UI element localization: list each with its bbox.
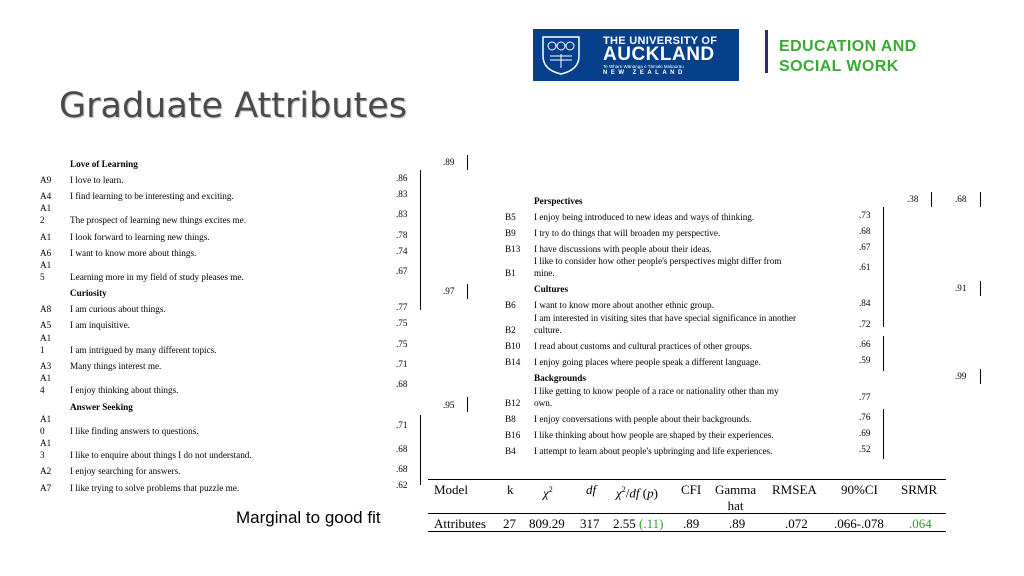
item-code: A6 (40, 248, 52, 258)
item-text: I attempt to learn about people's upbringing and life experiences. (534, 446, 773, 456)
item-loading: .61 (859, 262, 871, 272)
faculty-name-line2: SOCIAL WORK (779, 58, 899, 75)
item-loading: .67 (396, 266, 408, 276)
item-text: I want to know more about another ethnic group. (534, 300, 714, 310)
page-title: Graduate Attributes (59, 86, 407, 126)
row-rmsea: .072 (785, 516, 808, 531)
item-loading: .77 (859, 392, 871, 402)
item-text: I look forward to learning new things. (70, 232, 210, 242)
item-code: A8 (40, 304, 52, 314)
column-divider (883, 336, 884, 371)
item-loading: .66 (859, 339, 871, 349)
row-chi-square: 809.29 (529, 516, 565, 531)
item-code: B9 (505, 228, 516, 238)
fit-summary-label: Marginal to good fit (236, 508, 381, 527)
item-text: own. (534, 398, 553, 408)
table-top-rule (428, 479, 946, 480)
university-name-line1: THE UNIVERSITY OF (603, 35, 718, 47)
item-text: I enjoy going places where people speak a different language. (534, 357, 761, 367)
factor-loading-backgrounds: .99 (955, 371, 967, 381)
item-text: I find learning to be interesting and exciting. (70, 191, 234, 201)
factor-loading-perspectives-2: .68 (955, 194, 967, 204)
item-code: B6 (505, 300, 516, 310)
item-text: I enjoy searching for answers. (70, 466, 181, 476)
item-code: A4 (40, 191, 52, 201)
item-code: A9 (40, 175, 52, 185)
item-code: B8 (505, 414, 516, 424)
university-logo (533, 29, 739, 81)
item-loading: .68 (859, 226, 871, 236)
item-code: 0 (40, 426, 45, 436)
table-bottom-rule (428, 531, 946, 532)
item-text: I like to enquire about things I do not understand. (70, 450, 252, 460)
item-code: A5 (40, 320, 52, 330)
section-heading-curiosity: Curiosity (70, 288, 107, 298)
item-text: I enjoy being introduced to new ideas and ways of thinking. (534, 212, 755, 222)
item-text: I want to know more about things. (70, 248, 197, 258)
item-text: I enjoy thinking about things. (70, 385, 179, 395)
item-text: I like thinking about how people are shaped by their experiences. (534, 430, 774, 440)
item-code: 2 (40, 215, 45, 225)
item-code: A1 (40, 232, 52, 242)
item-text: I try to do things that will broaden my perspective. (534, 228, 721, 238)
item-code: 5 (40, 272, 45, 282)
item-text: I am curious about things. (70, 304, 166, 314)
item-loading: .77 (396, 302, 408, 312)
table-mid-rule (428, 513, 946, 514)
row-gamma-hat: .89 (729, 516, 746, 531)
item-code: B4 (505, 446, 516, 456)
item-loading: .69 (859, 428, 871, 438)
item-code: B1 (505, 268, 516, 278)
item-code: A1 (40, 438, 52, 448)
item-text: Many things interest me. (70, 361, 162, 371)
item-text: I like getting to know people of a race or nationality other than my (534, 386, 779, 396)
item-loading: .86 (396, 173, 408, 183)
header-90-ci: 90%CI (841, 482, 878, 497)
item-text: I am intrigued by many different topics. (70, 345, 217, 355)
item-code: A2 (40, 466, 52, 476)
factor-loading-curiosity: .97 (443, 286, 455, 296)
item-code: B2 (505, 325, 516, 335)
university-name-line2: AUCKLAND (603, 44, 715, 65)
item-code: B16 (505, 430, 521, 440)
column-divider (980, 369, 981, 384)
item-loading: .71 (396, 420, 408, 430)
item-code: A7 (40, 483, 52, 493)
item-code: A3 (40, 361, 52, 371)
faculty-divider (765, 30, 768, 73)
row-srmr: .064 (909, 516, 932, 531)
item-text: I have discussions with people about their ideas. (534, 244, 712, 254)
item-text: I like trying to solve problems that puzzle me. (70, 483, 240, 493)
header-srmr: SRMR (901, 482, 938, 497)
column-divider (980, 192, 981, 207)
university-country: NEW ZEALAND (603, 70, 686, 76)
item-code: A1 (40, 203, 52, 213)
item-loading: .67 (859, 242, 871, 252)
item-loading: .52 (859, 444, 871, 454)
item-loading: .73 (859, 210, 871, 220)
item-loading: .78 (396, 230, 408, 240)
column-divider (467, 397, 468, 412)
university-crest-icon (539, 34, 583, 76)
factor-loading-answer-seeking: .95 (443, 400, 455, 410)
header-cfi: CFI (681, 482, 702, 497)
item-code: B5 (505, 212, 516, 222)
factor-loading-cultures: .91 (955, 283, 967, 293)
item-text: I enjoy conversations with people about their backgrounds. (534, 414, 752, 424)
item-text: The prospect of learning new things excites me. (70, 215, 247, 225)
row-cfi: .89 (683, 516, 700, 531)
item-loading: .84 (859, 298, 871, 308)
column-divider (467, 155, 468, 170)
item-text: I am inquisitive. (70, 320, 130, 330)
header-k: k (507, 482, 514, 497)
item-loading: .75 (396, 339, 408, 349)
row-df: 317 (580, 516, 600, 531)
header-gamma-hat: Gamma hat (715, 482, 757, 513)
item-code: 1 (40, 345, 45, 355)
item-text: I love to learn. (70, 175, 124, 185)
item-code: 4 (40, 385, 45, 395)
item-text: I like finding answers to questions. (70, 426, 199, 436)
faculty-name-line1: EDUCATION AND (779, 38, 917, 55)
section-heading-love-of-learning: Love of Learning (70, 159, 138, 169)
item-text: culture. (534, 325, 562, 335)
item-code: B10 (505, 341, 521, 351)
item-code: B14 (505, 357, 521, 367)
item-code: A1 (40, 414, 52, 424)
column-divider (420, 415, 421, 485)
item-loading: .68 (396, 444, 408, 454)
row-chi-square-df: 2.55 (.11) (613, 516, 664, 531)
header-chi-square: $\chi^2$ (543, 485, 553, 501)
item-text: I read about customs and cultural practices of other groups. (534, 341, 752, 351)
factor-loading-perspectives: .38 (907, 194, 919, 204)
column-divider (931, 192, 932, 207)
row-90-ci: .066-.078 (834, 516, 884, 531)
row-k: 27 (503, 516, 516, 531)
row-p-value: (.11) (639, 516, 664, 531)
item-loading: .59 (859, 355, 871, 365)
item-code: B12 (505, 398, 521, 408)
item-loading: .75 (396, 318, 408, 328)
item-code: A1 (40, 373, 52, 383)
item-code: A1 (40, 260, 52, 270)
header-df: df (586, 482, 597, 497)
column-divider (883, 207, 884, 327)
item-code: 3 (40, 450, 45, 460)
section-heading-perspectives: Perspectives (534, 196, 583, 206)
item-loading: .71 (396, 359, 408, 369)
item-code: B13 (505, 244, 521, 254)
section-heading-backgrounds: Backgrounds (534, 373, 586, 383)
item-text: I like to consider how other people's perspectives might differ from (534, 256, 782, 266)
column-divider (420, 170, 421, 310)
section-heading-answer-seeking: Answer Seeking (70, 402, 133, 412)
item-loading: .62 (396, 480, 408, 490)
item-code: A1 (40, 333, 52, 343)
university-maori-name: Te Whare Wānanga o Tāmaki Makaurau (603, 64, 684, 69)
item-loading: .68 (396, 464, 408, 474)
item-loading: .74 (396, 246, 408, 256)
column-divider (883, 409, 884, 459)
column-divider (467, 284, 468, 299)
header-rmsea: RMSEA (772, 482, 817, 497)
section-heading-cultures: Cultures (534, 284, 569, 294)
column-divider (980, 281, 981, 296)
item-text: mine. (534, 268, 555, 278)
header-model: Model (434, 482, 468, 497)
item-loading: .68 (396, 379, 408, 389)
item-loading: .83 (396, 189, 408, 199)
row-model: Attributes (434, 516, 486, 531)
item-loading: .76 (859, 412, 871, 422)
item-text: Learning more in my field of study pleases me. (70, 272, 244, 282)
header-chi-square-df: $\chi^2/df$ (p) (616, 485, 658, 501)
item-loading: .72 (859, 319, 871, 329)
factor-loading-love-of-learning: .89 (443, 157, 455, 167)
item-text: I am interested in visiting sites that have special significance in another (534, 313, 797, 323)
item-loading: .83 (396, 209, 408, 219)
